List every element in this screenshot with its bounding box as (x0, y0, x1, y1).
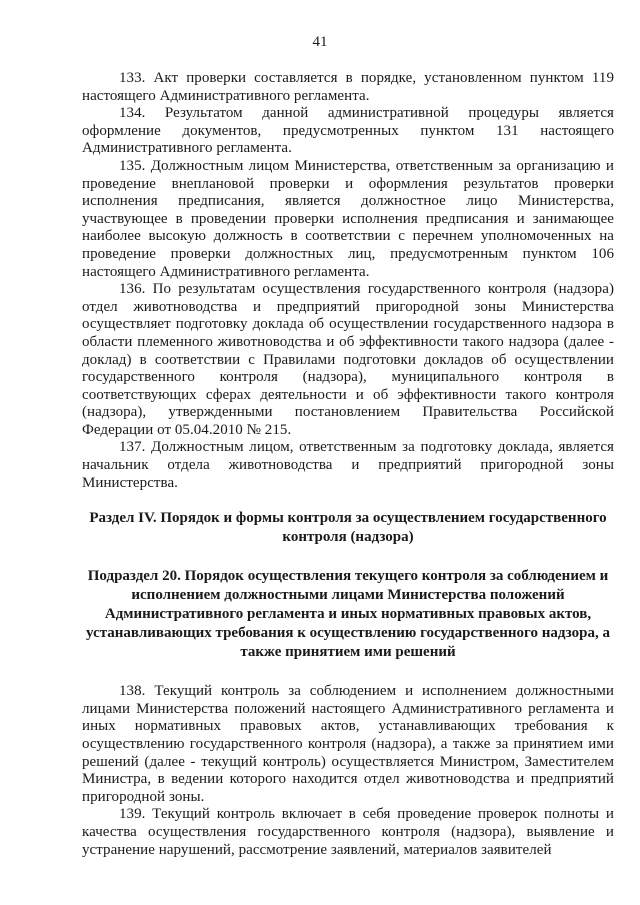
paragraph-133: 133. Акт проверки составляется в порядке, установленном пунктом 119 настоящего Административного регламента. (82, 70, 614, 104)
paragraph-136: 136. По результатам осуществления государственного контроля (надзора) отдел животноводства и предприятий пригородной зоны Министерства осуществляет подготовку доклада об осуществлении государственного надзора в области племенного животноводства и об эффективности такого надзора (далее - доклад) в соответствии с Правилами подготовки докладов об осуществлении государственного контроля (надзора), муниципального контроля в соответствующих сферах деятельности и об эффективности такого контроля (надзора), утвержденными постановлением Правительства Российской Федерации от 05.04.2010 № 215. (82, 281, 614, 438)
paragraph-139: 139. Текущий контроль включает в себя проведение проверок полноты и качества осуществления государственного контроля (надзора), выявление и устранение нарушений, рассмотрение заявлений, материалов заявителей (82, 806, 614, 858)
paragraph-137: 137. Должностным лицом, ответственным за подготовку доклада, является начальник отдела животноводства и предприятий пригородной зоны Министерства. (82, 439, 614, 491)
subsection-body (82, 683, 614, 859)
subsection-heading: Подраздел 20. Порядок осуществления текущего контроля за соблюдением и исполнением должностными лицами Министерства положений Административного регламента и иных нормативных правовых актов, устанавливающих требования к осуществлению государственного надзора, а также принятием ими решений (86, 568, 610, 661)
paragraph-135: 135. Должностным лицом Министерства, ответственным за организацию и проведение внеплановой проверки и оформления результатов проверки исполнения предписания, является должностное лицо Министерства, участвующее в проведении проверки исполнения предписания и занимающее наиболее высокую должность в соответствии с перечнем уполномоченных на проведение проверки должностных лиц, предусмотренным пунктом 106 настоящего Административного регламента. (82, 157, 614, 280)
document-body (82, 70, 614, 859)
section-heading: Раздел IV. Порядок и формы контроля за осуществлением государственного контроля (надзора) (89, 510, 607, 546)
paragraph-134: 134. Результатом данной административной процедуры является оформление документов, предусмотренных пунктом 131 настоящего Административного регламента. (82, 105, 614, 157)
paragraph-138: 138. Текущий контроль за соблюдением и исполнением должностными лицами Министерства положений настоящего Административного регламента и иных нормативных правовых актов, устанавливающих требования к осуществлению государственного контроля (надзора), а также за принятием ими решений (далее - текущий контроль) осуществляется Министром, Заместителем Министра, в ведении которого находится отдел животноводства и предприятий пригородной зоны. (82, 683, 614, 805)
page-number: 41 (312, 34, 328, 50)
